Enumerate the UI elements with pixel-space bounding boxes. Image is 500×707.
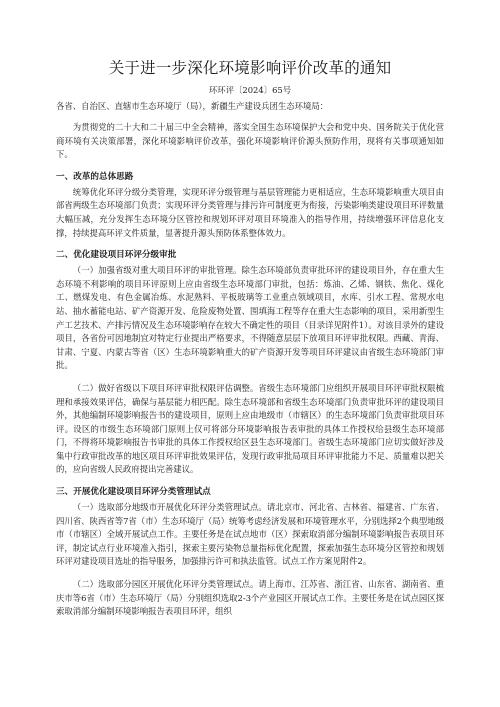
section-3-paragraph-1: （一）选取部分地级市开展优化环评分类管理试点。请北京市、河北省、吉林省、福建省、广东省、四川省、陕西省等7省（市）生态环境厅（局）统筹考虑经济发展和环境管理水平，分别选择2个典型地级市（市辖区）全域开展试点工作。主要任务是在试点地市（区）探索取消部分编制环境影响报告表项目环评，制定试点行业环境准入指引，探索主要污染物总量指标优化配置，探索加强生态环境分区管控和规划环评对建设项目选址的指导服务，加强排污许可和执法监管。试点工作方案见附件2。 (56, 502, 444, 567)
section-1-paragraph-1: 统筹优化环评分级分类管理，实现环评分级管理与基层管理能力更相适应，生态环境影响重大项目由部省两级生态环境部门负责；实现环评分类管理与排污许可制度更为衔接，污染影响类建设项目环评数量大幅压减，充分发挥生态环境分区管控和规划环评对项目环境准入的指导作用，持续增强环评信息化支撑，持续提高环评文件质量，显著提升源头预防体系整体效力。 (56, 186, 444, 238)
section-heading-3: 三、开展优化建设项目环评分类管理试点 (56, 487, 211, 498)
section-2-paragraph-2: （二）做好省级以下项目环评审批权限评估调整。省级生态环境部门应组织开展项目环评审批权限梳理和承接效果评估，确保与基层能力相匹配。除生态环境部和省级生态环境部门负责审批环评的建设项目外，其他编制环境影响报告书的建设项目，原则上应由地级市（市辖区）的生态环境部门负责审批项目环评。设区的市级生态环境部门原则上仅可将部分环境影响报告表审批的具体工作授权给县级生态环境部门，不得将环境影响报告书审批的具体工作授权给区县生态环境部门。省级生态环境部门应切实做好涉及集中行政审批改革的地区项目环评审批效果评估，发现行政审批局项目环评审批能力不足、质量难以把关的，应向省级人民政府提出完善建议。 (56, 382, 444, 475)
document-number: 环环评〔2024〕65号 (208, 85, 292, 95)
recipient-line: 各省、自治区、直辖市生态环境厅（局），新疆生产建设兵团生态环境局： (56, 101, 329, 111)
document-title: 关于进一步深化环境影响评价改革的通知 (108, 59, 392, 77)
section-heading-1: 一、改革的总体思路 (56, 171, 134, 182)
section-heading-2: 二、优化建设项目环评分级审批 (56, 250, 177, 261)
section-3-paragraph-2: （二）选取部分园区开展优化环评分类管理试点。请上海市、江苏省、浙江省、山东省、湖南省、重庆市等6省（市）生态环境厅（局）分别组织选取2-3个产业园区开展试点工作。主要任务是在试点园区探索取消部分编制环境影响报告表项目环评，组织 (56, 579, 444, 617)
intro-paragraph: 为贯彻党的二十大和二十届三中全会精神，落实全国生态环境保护大会和党中央、国务院关于优化营商环境有关决策部署，深化环境影响评价改革，强化环境影响评价源头预防作用，现将有关事项通知如下。 (56, 122, 444, 160)
section-2-paragraph-1: （一）加强省级对重大项目环评的审批管理。除生态环境部负责审批环评的建设项目外，存在重大生态环境不利影响的项目环评原则上应由省级生态环境部门审批，包括：炼油、乙烯、钢铁、焦化、煤化工、燃煤发电、有色金属冶炼、水泥熟料、平板玻璃等工业重点领域项目，水库、引水工程、常规水电站、抽水蓄能电站、矿产资源开发、危险废物处置、围填海工程等存在重大生态影响的项目，采用新型生产工艺技术、产排污情况及生态环境影响存在较大不确定性的项目（目录详见附件1）。对该目录外的建设项目，各省份可因地制宜对特定行业提出严格要求，不得随意层层下放项目环评审批权限。西藏、青海、甘肃、宁夏、内蒙古等省（区）生态环境影响重大的矿产资源开发等项目环评建议由省级生态环境部门审批。 (56, 265, 444, 371)
